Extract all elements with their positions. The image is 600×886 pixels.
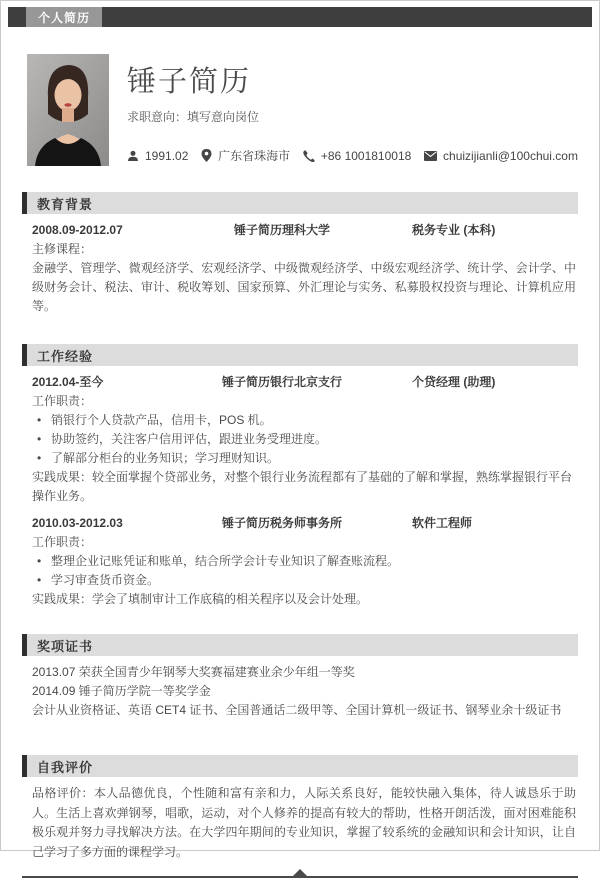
job-period: 2010.03-2012.03: [32, 516, 123, 530]
duties-list: [32, 552, 576, 590]
awards-title: 奖项证书: [37, 638, 94, 654]
award-item: 2014.09 锤子简历学院一等奖学金: [32, 684, 211, 698]
work-body: [22, 373, 578, 609]
duty-item: • 协助签约，关注客户信用评估，跟进业务受理进度。: [32, 430, 576, 449]
work-title: 工作经验: [37, 348, 94, 364]
profile-photo: [27, 54, 109, 166]
education-period: 2008.09-2012.07: [32, 223, 123, 237]
duties-list: [32, 411, 576, 468]
resume-tab: 个人简历: [26, 7, 102, 27]
location-icon: [201, 149, 212, 162]
job-period: 2012.04-至今: [32, 375, 104, 389]
contact-row: [127, 147, 578, 166]
courses-text: 金融学、管理学、微观经济学、宏观经济学、中级微观经济学、中级宏观经济学、统计学、会计学、中级财务会计、税法、审计、税收筹划、国家预算、外汇理论与实务、私募股权投资与理论、计算机应用等。: [32, 261, 576, 313]
job-position: 个贷经理 (助理): [412, 375, 496, 389]
job-row: [32, 373, 576, 392]
duty-item: • 了解部分柜台的业务知识；学习理财知识。: [32, 449, 576, 468]
work-section-header: [22, 344, 578, 366]
phone-text: +86 1001810018: [320, 148, 412, 163]
top-title-bar: [8, 7, 592, 27]
awards-section-header: [22, 634, 578, 656]
courses-label: 主修课程：: [32, 242, 93, 256]
duty-item: • 销银行个人贷款产品，信用卡，POS 机。: [32, 411, 576, 430]
resume-header: [22, 54, 578, 166]
job-entry: [32, 514, 576, 609]
job-entry: [32, 373, 576, 506]
education-section-header: [22, 192, 578, 214]
email-item: [424, 149, 578, 163]
job-company: 锤子简历银行北京支行: [221, 375, 342, 389]
evaluation-text: 品格评价：本人品德优良，个性随和富有亲和力，人际关系良好，能较快融入集体，待人诚恳乐于助人。生活上喜欢弹钢琴，唱歌，运动，对个人修养的提高有较大的帮助，性格开朗活泼，面对困难能积极乐观并努力寻找解决方法。在大学四年期间的专业知识，掌握了较系统的金融知识和会计知识，让自己学习了多方面的课程学习。: [32, 786, 576, 859]
email-text: chuizijianli@100chui.com: [443, 148, 578, 163]
duty-item: • 整理企业记账凭证和账单，结合所学会计专业知识了解查账流程。: [32, 552, 576, 571]
job-result: 实践成果：学会了填制审计工作底稿的相关程序以及会计处理。: [32, 592, 369, 606]
phone-icon: [303, 150, 315, 162]
awards-body: [22, 663, 578, 720]
footer-divider: [22, 876, 578, 886]
job-position: 软件工程师: [412, 516, 473, 530]
award-item: 2013.07 荣获全国青少年钢琴大奖赛福建赛业余少年组一等奖: [32, 665, 355, 679]
location-text: 广东省珠海市: [218, 149, 291, 163]
award-item: 会计从业资格证、英语 CET4 证书、全国普通话二级甲等、全国计算机一级证书、钢琴业余十级证书: [32, 703, 562, 717]
email-icon: [424, 151, 437, 161]
phone-item: [303, 149, 411, 163]
education-row: [32, 221, 576, 240]
duty-item: • 学习审查货币资金。: [32, 571, 576, 590]
education-body: [22, 221, 578, 316]
job-result: 实践成果：较全面掌握个贷部业务，对整个银行业务流程都有了基础的了解和掌握，熟练掌握银行平台操作业务。: [32, 470, 573, 503]
evaluation-section-header: [22, 755, 578, 777]
evaluation-body: [22, 784, 578, 862]
person-icon: [127, 150, 139, 162]
birthdate-item: [127, 149, 188, 163]
birthdate-text: 1991.02: [145, 148, 189, 163]
job-intention: 求职意向：填写意向岗位: [127, 109, 260, 124]
duties-label: 工作职责：: [32, 394, 93, 408]
evaluation-title: 自我评价: [37, 759, 94, 775]
location-item: [201, 147, 290, 164]
education-school: 锤子简历理科大学: [233, 223, 330, 237]
collapse-up-icon[interactable]: [292, 869, 308, 877]
education-title: 教育背景: [37, 196, 94, 212]
identity-block: [127, 54, 578, 166]
candidate-name: 锤子简历: [127, 66, 252, 98]
profile-photo-illustration: [27, 54, 109, 166]
job-row: [32, 514, 576, 533]
duties-label: 工作职责：: [32, 535, 93, 549]
education-major: 税务专业 (本科): [412, 223, 496, 237]
job-company: 锤子简历税务师事务所: [221, 516, 342, 530]
